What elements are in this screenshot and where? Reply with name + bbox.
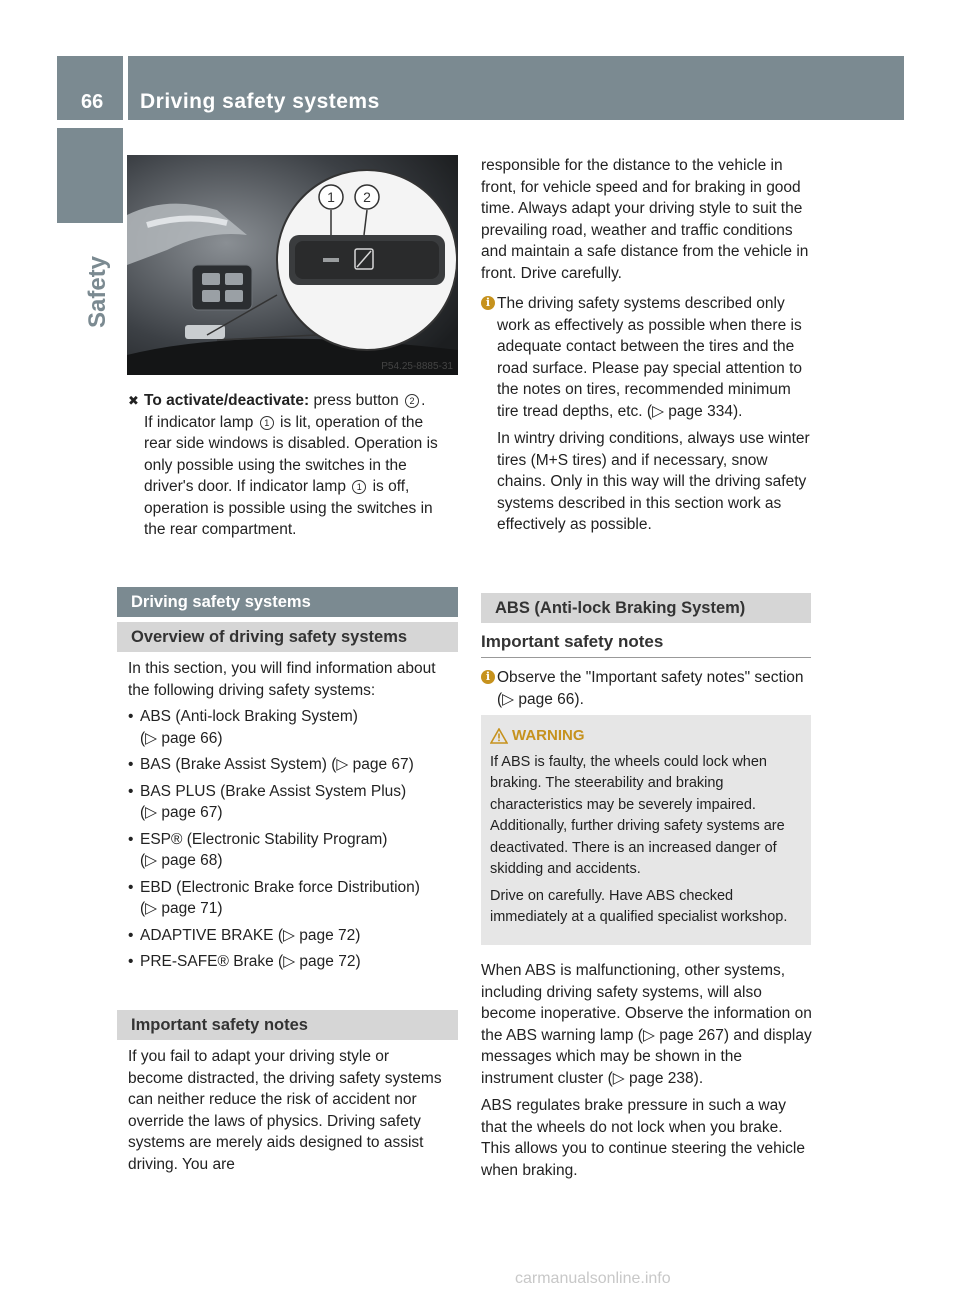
list-item-line: BAS (Brake Assist System) (▷ page 67) xyxy=(140,756,414,773)
section-bar-driving-safety: Driving safety systems xyxy=(117,587,458,617)
important-notes-bar: Important safety notes xyxy=(117,1010,458,1040)
callout-2: 2 xyxy=(363,189,371,205)
ref-circle-2: 2 xyxy=(405,394,419,408)
list-item-page-ref: (▷ page 66) xyxy=(140,729,223,747)
list-item xyxy=(128,706,460,749)
ref-circle-1: 1 xyxy=(352,480,366,494)
side-tab-block xyxy=(57,128,123,223)
callout-1: 1 xyxy=(327,189,335,205)
activate-line: is off, xyxy=(372,478,410,495)
activate-line: the rear compartment. xyxy=(144,521,297,538)
systems-list xyxy=(128,706,460,973)
continued-paragraph: responsible for the distance to the vehicle in front, for vehicle speed and for braking in good time. Always adapt your driving style to suit the prevailing road, weather and traffic conditions and maintain a safe distance from the vehicle in front. Drive carefully. xyxy=(481,157,809,282)
warning-box xyxy=(481,715,811,945)
side-tab xyxy=(57,228,123,348)
action-arrow-icon: ✖ xyxy=(128,393,139,408)
door-switch-illustration xyxy=(127,155,458,375)
activate-line: If indicator lamp xyxy=(144,413,254,431)
list-item-line: PRE-SAFE® Brake (▷ page 72) xyxy=(140,953,361,970)
activate-label: To activate/deactivate: xyxy=(144,392,310,409)
list-item-line: ADAPTIVE BRAKE (▷ page 72) xyxy=(140,926,361,944)
warning-paragraph: Drive on carefully. Have ABS checked immediately at a qualified specialist workshop. xyxy=(490,887,788,925)
page-number: 66 xyxy=(57,56,123,120)
ref-circle-1: 1 xyxy=(260,416,274,430)
photo-code: P54.25-8885-31 xyxy=(381,361,453,372)
activate-line: only possible using the switches in the xyxy=(144,456,407,474)
right-column-top xyxy=(481,155,813,536)
list-item xyxy=(128,925,460,947)
list-item-page-ref: (▷ page 67) xyxy=(140,804,223,821)
list-item-line: ESP® (Electronic Stability Program) xyxy=(140,830,388,848)
activate-line: is lit, operation of the xyxy=(280,413,424,431)
activate-text-a: press button xyxy=(313,392,399,409)
activate-text-b: . xyxy=(421,392,426,409)
warning-triangle-icon xyxy=(490,728,508,744)
list-item xyxy=(128,877,460,920)
abs-paragraph: ABS regulates brake pressure in such a way that the wheels do not lock when you brake. This allows you to continue steering the vehicle when braking. xyxy=(481,1097,805,1179)
info-note-observe xyxy=(481,667,813,710)
info-note-paragraph: The driving safety systems described only work as effectively as possible when there is adequate contact between the tires and the road surface. Please pay special attention to the notes on tires, recommended minimum tire tread depths, etc. (▷ page 334). xyxy=(497,295,803,420)
info-icon: i xyxy=(481,670,495,684)
abs-body xyxy=(481,960,813,1181)
list-item-line: ABS (Anti-lock Braking System) xyxy=(140,708,358,725)
activate-line: operation is possible using the switches in xyxy=(144,499,433,517)
activate-line: driver's door. If indicator lamp xyxy=(144,478,346,495)
important-notes-paragraph: If you fail to adapt your driving style or become distracted, the driving safety systems can neither reduce the risk of accident nor override the laws of physics. Driving safety systems are merely aids designed to assist driving. You are xyxy=(128,1048,442,1173)
list-item xyxy=(128,781,460,824)
list-item-page-ref: (▷ page 71) xyxy=(140,900,223,917)
activate-line: rear side windows is disabled. Operation is xyxy=(144,435,438,452)
info-icon: i xyxy=(481,296,495,310)
list-item-line: BAS PLUS (Brake Assist System Plus) xyxy=(140,782,407,800)
list-item xyxy=(128,829,460,872)
door-switch-photo xyxy=(127,155,458,375)
important-notes-text xyxy=(128,1046,446,1175)
warning-title-row xyxy=(490,725,802,747)
info-note-paragraph: Observe the "Important safety notes" section (▷ page 66). xyxy=(497,669,804,708)
list-item xyxy=(128,754,460,776)
abs-paragraph: When ABS is malfunctioning, other systems, including driving safety systems, will also become inoperative. Observe the information on the ABS warning lamp (▷ page 267) and display messages which may be shown in the instrument cluster (▷ page 238). xyxy=(481,962,812,1087)
overview-bar: Overview of driving safety systems xyxy=(117,622,458,652)
overview-intro: In this section, you will find information about the following driving safety systems: xyxy=(128,660,436,699)
abs-subheading: Important safety notes xyxy=(481,632,811,658)
activate-instruction xyxy=(128,390,460,541)
list-item xyxy=(128,951,460,973)
list-item-line: EBD (Electronic Brake force Distribution) xyxy=(140,878,420,896)
watermark: carmanualsonline.info xyxy=(515,1270,671,1287)
info-note-tires xyxy=(481,293,813,536)
list-item-page-ref: (▷ page 68) xyxy=(140,852,223,869)
info-note-paragraph: In wintry driving conditions, always use winter tires (M+S tires) and if necessary, snow chains. Only in this way will the driving safety systems described in this section work as effectively as possible. xyxy=(497,430,810,533)
warning-paragraph: If ABS is faulty, the wheels could lock when braking. The steerability and braking characteristics may be severely impaired. Additionally, further driving safety systems are deactivated. There is an increased danger of skidding and accidents. xyxy=(490,753,785,877)
page-header-title: Driving safety systems xyxy=(128,56,904,120)
side-tab-label: Safety xyxy=(84,255,111,328)
warning-title: WARNING xyxy=(512,727,585,744)
overview-section xyxy=(128,658,460,978)
abs-bar: ABS (Anti-lock Braking System) xyxy=(481,593,811,623)
